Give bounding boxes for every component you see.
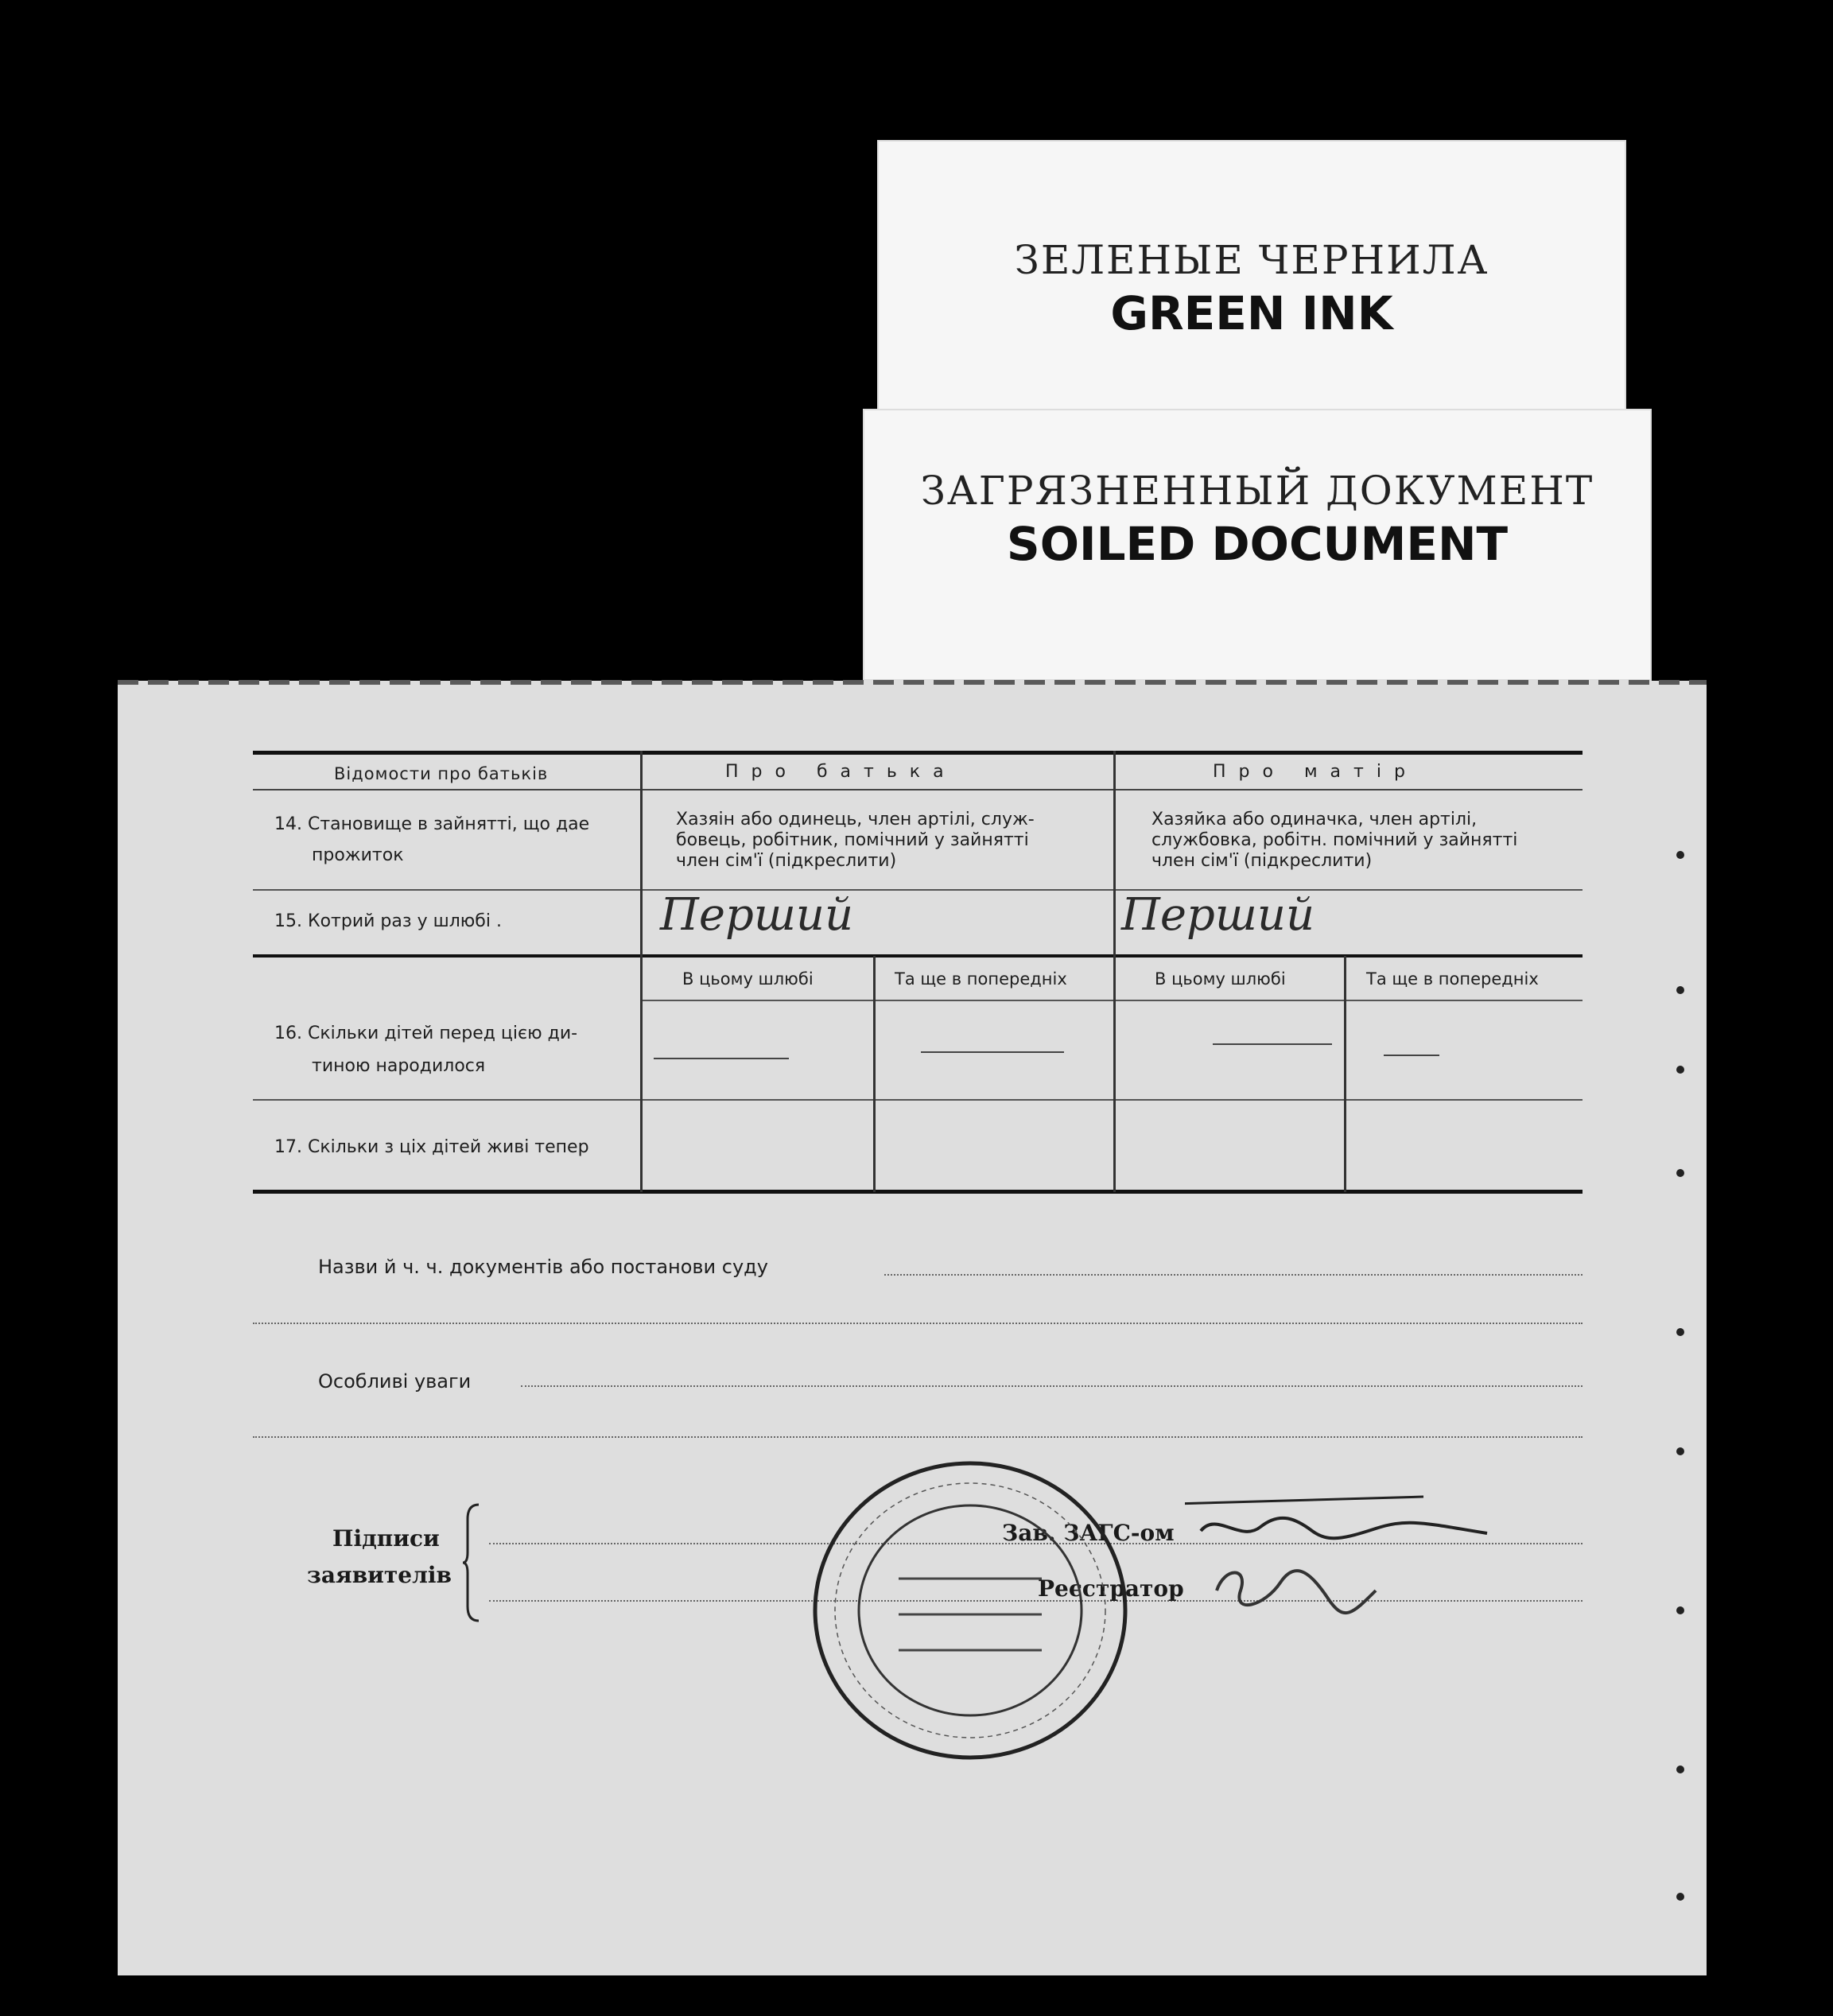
documents-label: Назви й ч. ч. документів або постанови суду (318, 1256, 768, 1278)
header-rule (253, 789, 1583, 790)
row14-mother-line3: член сім'ї (підкреслити) (1151, 851, 1373, 871)
documents-field-line2[interactable] (253, 1323, 1583, 1324)
remarks-field-line2[interactable] (253, 1436, 1583, 1438)
row15-mother-handwritten: Перший (1121, 889, 1315, 941)
head-registry-label: Зав. ЗАГС-ом (1002, 1520, 1175, 1546)
row14-label-line2: прожиток (312, 845, 404, 865)
row14-father-line1: Хазяін або одинець, член артілі, служ- (676, 810, 1035, 829)
row15-father-handwritten: Перший (660, 889, 854, 941)
signatures-label-line2: заявителів (307, 1562, 452, 1588)
green-ink-en: GREEN INK (1110, 286, 1393, 340)
row16-label-line2: тиною народилося (312, 1056, 486, 1076)
row16-dash-1 (654, 1058, 789, 1059)
col-divider-1 (640, 751, 643, 1192)
row14-father-line2: бовець, робітник, помічний у зайнятті (676, 830, 1029, 850)
subheader-mother-previous: Та ще в попередніх (1366, 969, 1539, 989)
soiled-ru: ЗАГРЯЗНЕННЫЙ ДОКУМЕНТ (920, 468, 1594, 514)
signatures-brace (463, 1503, 483, 1622)
row16-dash-3 (1213, 1043, 1332, 1045)
col-divider-mother-sub (1344, 956, 1346, 1192)
row14-mother-line1: Хазяйка або одиначка, член артілі, (1151, 810, 1478, 829)
row16-label-line1: 16. Скільки дітей перед цією ди- (274, 1024, 578, 1043)
perforation-top (118, 680, 1707, 685)
row15-rule (253, 954, 1583, 958)
row16-dash-2 (921, 1051, 1064, 1053)
row14-rule (253, 889, 1583, 891)
signatures-label-line1: Підписи (332, 1525, 440, 1552)
subheader-rule (643, 1000, 1583, 1001)
green-ink-card (877, 140, 1626, 418)
table-bottom-rule (253, 1190, 1583, 1194)
subheader-mother-this-marriage: В цьому шлюбі (1155, 969, 1286, 989)
row14-father-line3: член сім'ї (підкреслити) (676, 851, 897, 871)
subheader-father-previous: Та ще в попередніх (895, 969, 1067, 989)
col-divider-father-sub (873, 956, 876, 1192)
perforation-right (1676, 851, 1684, 1925)
remarks-field[interactable] (521, 1385, 1583, 1387)
row16-dash-4 (1384, 1055, 1439, 1056)
handwritten-signatures (1185, 1495, 1519, 1630)
header-parents-info: Відомости про батьків (334, 764, 549, 783)
row16-rule (253, 1099, 1583, 1101)
header-father: Про батька (725, 762, 957, 782)
registrar-label: Реєстратор (1038, 1575, 1184, 1602)
header-mother: Про матір (1213, 762, 1418, 782)
documents-field[interactable] (884, 1274, 1583, 1276)
document-sheet (118, 681, 1707, 1975)
row17-label: 17. Скільки з ціх дітей живі тепер (274, 1137, 589, 1157)
subheader-father-this-marriage: В цьому шлюбі (682, 969, 814, 989)
row15-label: 15. Котрий раз у шлюбі . (274, 911, 502, 931)
row14-mother-line2: службовка, робітн. помічний у зайнятті (1151, 830, 1518, 850)
soiled-document-card (863, 409, 1652, 681)
soiled-en: SOILED DOCUMENT (1006, 517, 1509, 571)
table-top-rule (253, 751, 1583, 755)
row14-label-line1: 14. Становище в зайнятті, що дае (274, 814, 590, 834)
col-divider-2 (1113, 751, 1116, 1192)
green-ink-ru: ЗЕЛЕНЫЕ ЧЕРНИЛА (1014, 237, 1489, 283)
official-stamp (803, 1451, 1137, 1769)
remarks-label: Особливі уваги (318, 1370, 472, 1393)
